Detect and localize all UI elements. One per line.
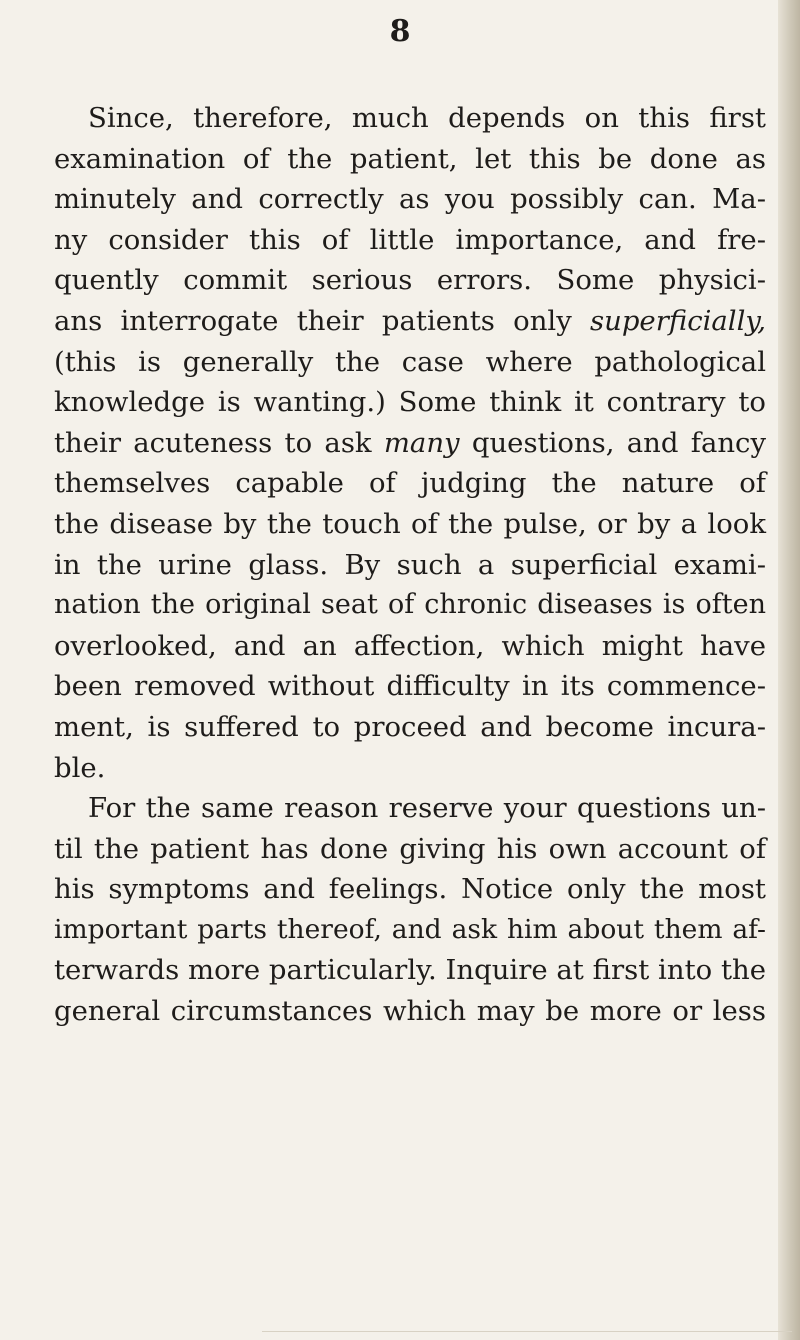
text-line: ment, is suffered to proceed and become incura-	[54, 710, 766, 743]
text-fragment: ans interrogate their patients only	[54, 304, 590, 337]
page-number: 8	[389, 14, 411, 49]
text-line: general circumstances which may be more or less	[54, 995, 766, 1028]
paragraph-2	[54, 788, 766, 1032]
text-line: the disease by the touch of the pulse, or by a look	[54, 507, 766, 540]
text-line	[54, 423, 766, 464]
text-line: Since, therefore, much depends on this first	[88, 102, 766, 134]
text-fragment: questions, and fancy	[459, 426, 766, 459]
text-line: ny consider this of little importance, and fre-	[54, 223, 766, 256]
text-line: terwards more particularly. Inquire at first into the	[54, 954, 766, 987]
text-line: ble.	[54, 751, 106, 784]
text-line: nation the original seat of chronic diseases is often	[54, 589, 766, 621]
italic-emphasis: superficially,	[590, 304, 766, 337]
text-line: in the urine glass. By such a superficial exami-	[54, 548, 766, 581]
text-line: For the same reason reserve your questions un-	[88, 792, 766, 825]
page-edge	[778, 0, 800, 1340]
page-bottom-edge	[262, 1331, 792, 1332]
text-line: overlooked, and an affection, which might have	[54, 629, 766, 662]
text-line: important parts thereof, and ask him about them af-	[54, 913, 766, 945]
text-line: (this is generally the case where pathological	[54, 345, 766, 378]
body-text	[54, 98, 766, 1032]
text-line	[54, 301, 766, 342]
italic-emphasis: many	[383, 426, 460, 459]
text-line: themselves capable of judging the nature of	[54, 467, 766, 500]
text-line: been removed without difficulty in its commence-	[54, 670, 766, 703]
text-fragment: their acuteness to ask	[54, 426, 384, 459]
text-line: minutely and correctly as you possibly can. Ma-	[54, 183, 766, 216]
text-line: his symptoms and feelings. Notice only the most	[54, 873, 766, 906]
text-line: quently commit serious errors. Some physici-	[54, 264, 766, 297]
paragraph-1	[54, 98, 766, 788]
text-line: til the patient has done giving his own account of	[54, 832, 766, 865]
text-line: knowledge is wanting.) Some think it contrary to	[54, 386, 766, 419]
text-line: examination of the patient, let this be done as	[54, 142, 766, 175]
